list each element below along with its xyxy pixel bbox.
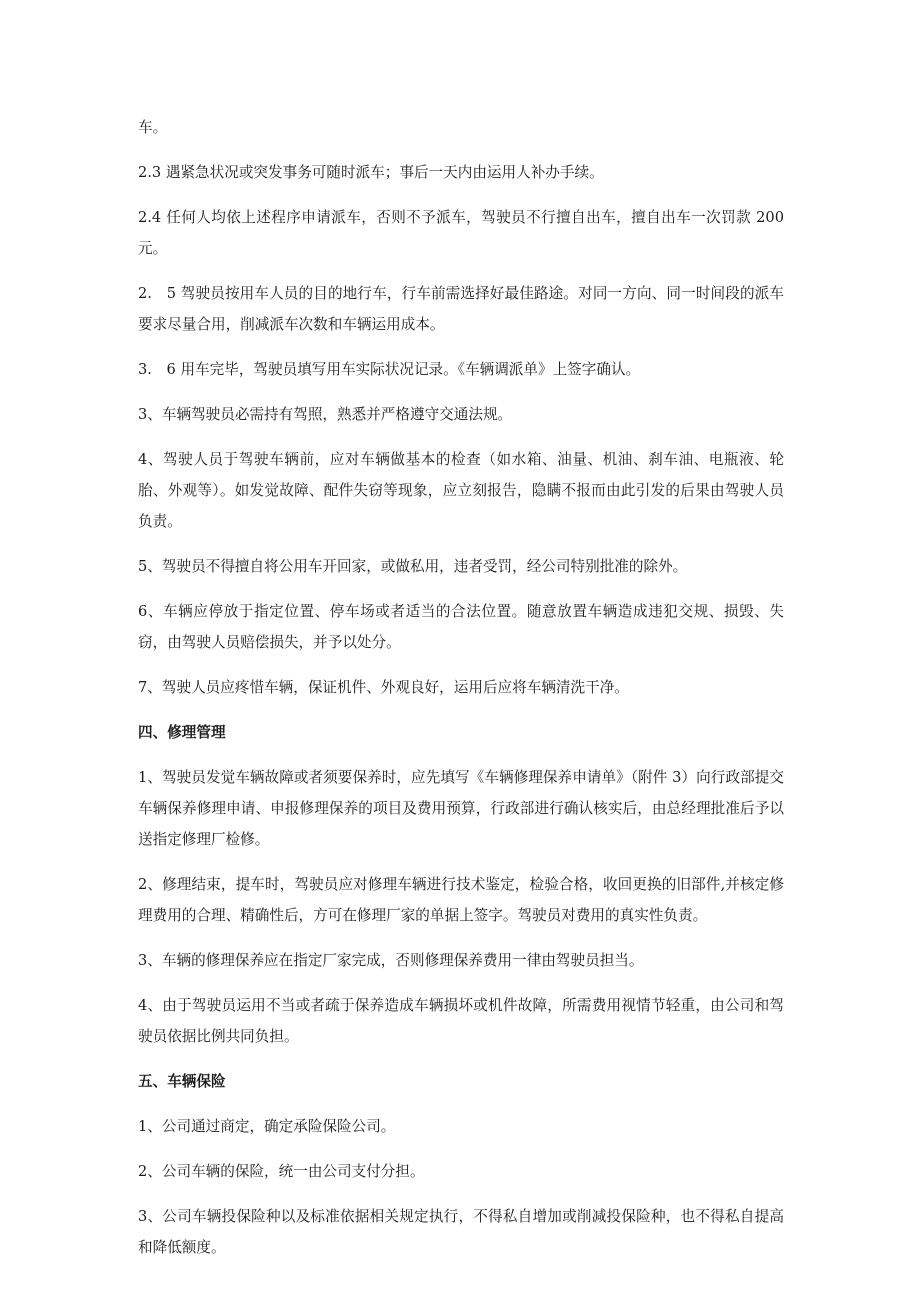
paragraph: 6、车辆应停放于指定位置、停车场或者适当的合法位置。随意放置车辆造成违犯交规、损毁、失窃，由驾驶人员赔偿损失，并予以处分。 [138, 603, 784, 651]
paragraph: 2.4 任何人均依上述程序申请派车，否则不予派车，驾驶员不行擅自出车，擅自出车一次罚款 200 元。 [138, 209, 784, 257]
paragraph: 7、驾驶人员应疼惜车辆，保证机件、外观良好，运用后应将车辆清洗干净。 [138, 679, 629, 696]
paragraph: 5、驾驶员不得擅自将公用车开回家，或做私用，违者受罚，经公司特别批准的除外。 [138, 558, 688, 575]
paragraph: 车。 [138, 119, 168, 136]
paragraph: 3、车辆的修理保养应在指定厂家完成，否则修理保养费用一律由驾驶员担当。 [138, 952, 644, 969]
document-body [138, 112, 784, 1277]
section-heading: 五、车辆保险 [138, 1073, 226, 1090]
section-heading: 四、修理管理 [138, 724, 226, 741]
paragraph: 4、驾驶人员于驾驶车辆前，应对车辆做基本的检查（如水箱、油量、机油、刹车油、电瓶液、轮胎、外观等）。如发觉故障、配件失窃等现象，应立刻报告，隐瞒不报而由此引发的后果由驾驶人员负责。 [138, 451, 784, 530]
paragraph: 3、公司车辆投保险种以及标准依据相关规定执行，不得私自增加或削减投保险种，也不得私自提高和降低额度。 [138, 1208, 784, 1256]
paragraph: 2. 5 驾驶员按用车人员的目的地行车，行车前需选择好最佳路途。对同一方向、同一时间段的派车要求尽量合用，削减派车次数和车辆运用成本。 [138, 285, 784, 333]
paragraph: 3. 6 用车完毕，驾驶员填写用车实际状况记录。《车辆调派单》上签字确认。 [138, 361, 641, 378]
paragraph: 2、修理结束，提车时，驾驶员应对修理车辆进行技术鉴定，检验合格，收回更换的旧部件,并核定修理费用的合理、精确性后，方可在修理厂家的单据上签字。驾驶员对费用的真实性负责。 [138, 876, 784, 924]
paragraph: 1、驾驶员发觉车辆故障或者须要保养时，应先填写《车辆修理保养申请单》（附件 3）向行政部提交车辆保养修理申请、申报修理保养的项目及费用预算，行政部进行确认核实后，由总经理批准后予以送指定修理厂检修。 [138, 769, 784, 848]
paragraph: 3、车辆驾驶员必需持有驾照，熟悉并严格遵守交通法规。 [138, 406, 513, 423]
paragraph: 1、公司通过商定，确定承险保险公司。 [138, 1118, 396, 1135]
paragraph: 2.3 遇紧急状况或突发事务可随时派车；事后一天内由运用人补办手续。 [138, 164, 604, 181]
paragraph: 2、公司车辆的保险，统一由公司支付分担。 [138, 1163, 425, 1180]
paragraph: 4、由于驾驶员运用不当或者疏于保养造成车辆损坏或机件故障，所需费用视情节轻重，由公司和驾驶员依据比例共同负担。 [138, 997, 784, 1045]
